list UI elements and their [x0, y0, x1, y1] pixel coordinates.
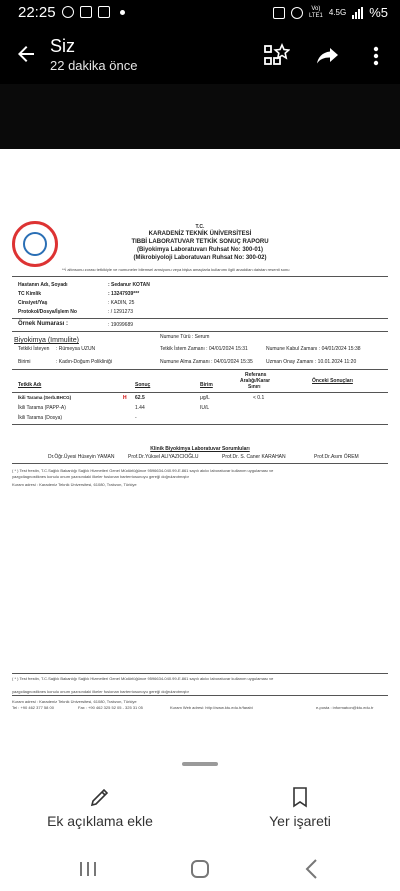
- col-ref-1: Referans: [245, 372, 267, 378]
- patient-label-protocol: Protokol/Dosya/İşlem No: [18, 309, 77, 315]
- patient-name: : Sedanur KOTAN: [108, 282, 150, 288]
- back-nav-button[interactable]: [297, 856, 327, 882]
- patient-label-name: Hastanın Adı, Soyadı: [18, 282, 68, 288]
- app-bar: [0, 28, 400, 84]
- footer-fax: Fax : +90 462 325 52 05 - 325 31 05: [78, 705, 143, 710]
- license-1: (Biyokimya Laboratuvarı Ruhsat No: 300-01): [136, 247, 264, 253]
- col-ref-3: Sınırı: [248, 384, 261, 390]
- draw-time: Numune Alma Zamanı : 04/01/2024 15:35: [160, 359, 253, 365]
- row-1-ref: < 0.1: [253, 395, 265, 401]
- footnote-1: ( * ) Test frestin, T.C.Sağlık Bakanlığı Sağlık Hizmetleri Genel Müdürlüğünce 9596634-040.99-E.861 sayılı akılcı laboratuvar kullanım uygulaması ve: [12, 468, 274, 473]
- back-arrow-icon: [14, 42, 38, 66]
- row-1-result: 62.5: [135, 395, 145, 401]
- chevron-left-icon: [297, 856, 327, 882]
- system-icons: [273, 5, 388, 20]
- alarm-icon: [273, 7, 285, 19]
- request-time: Tetkik İstem Zamanı : 04/01/2024 15:31: [160, 346, 248, 352]
- recents-icon: [73, 856, 103, 882]
- row-2-test: İkili Tarama (PAPP-A): [18, 405, 66, 411]
- report-tc: T.C.: [195, 224, 205, 230]
- responsible-1: Dr.Öğr.Üyesi Hüseyin YAMAN: [48, 454, 115, 460]
- footer-note-bottom-1: ( * ) Test frestin, T.C.Sağlık Bakanlığı Sağlık Hizmetleri Genel Müdürlüğünce 9596634-040.99-E.861 sayılı akılcı laboratuvar kullanım uygulaması ve: [12, 676, 274, 681]
- page-title: Siz: [50, 36, 76, 56]
- col-previous: Önceki Sonuçları: [312, 378, 353, 384]
- license-2: (Mikrobiyoloji Laboratuvarı Ruhsat No: 300-02): [133, 255, 267, 261]
- patient-label-tc: TC Kimlik: [18, 291, 42, 297]
- whatsapp-icon: [62, 6, 74, 18]
- system-nav-bar: [0, 848, 400, 891]
- bookmark-label: Yer işareti: [269, 813, 331, 829]
- university-name: KARADENİZ TEKNİK ÜNİVERSİTESİ: [148, 231, 252, 237]
- share-icon: [314, 42, 342, 70]
- notification-icons: [62, 6, 125, 18]
- requester-label: Tetkiki İsteyen: [18, 346, 50, 352]
- col-ref-2: Aralığı/Karar: [240, 378, 271, 384]
- row-1-flag: H: [123, 395, 127, 401]
- row-3-test: İkili Tarama (Dosya): [18, 415, 63, 421]
- sample-type: Numune Türü : Serum: [160, 334, 210, 340]
- report-title: TIBBİ LABORATUVAR TETKİK SONUÇ RAPORU: [131, 239, 269, 245]
- footer-note-bottom-2: yazgıdiagnostiknes konulu onum yazısındaki ilkeler fusionan barterriosunoyu gereği doğrulanıtmıştır: [12, 689, 189, 694]
- home-icon: [185, 856, 215, 882]
- patient-label-gender: Cinsiyet/Yaş: [18, 300, 48, 306]
- sample-number: : 19099689: [108, 322, 134, 328]
- more-options-button[interactable]: [362, 42, 390, 70]
- star-grid-button[interactable]: [262, 42, 290, 70]
- bookmark-icon: [288, 785, 312, 809]
- hotspot-icon: [291, 7, 303, 19]
- patient-tc: : 13247939***: [108, 291, 140, 297]
- network-bottom-label: LTE1: [308, 12, 323, 19]
- pencil-icon: [88, 785, 112, 809]
- patient-protocol: : / 1291273: [108, 309, 134, 315]
- back-button[interactable]: [14, 42, 40, 68]
- responsible-2: Prof.Dr.Yüksel ALIYAZICIOĞLU: [128, 454, 199, 460]
- row-1-unit: μg/L: [200, 395, 210, 401]
- page-subtitle: 22 dakika önce: [50, 58, 138, 73]
- network-top-label: Vo): [311, 5, 321, 12]
- row-2-unit: IU/L: [200, 405, 210, 411]
- footer-web: Kuram Web adresi: http://www.ktu.edu.tr/farabi: [170, 705, 253, 710]
- clock: 22:25: [18, 4, 56, 21]
- status-bar: [0, 0, 400, 28]
- responsible-3: Prof.Dr. S. Caner KARAHAN: [222, 454, 286, 460]
- approve-time: Uzman Onay Zamanı : 10.01.2024 11:20: [266, 359, 357, 365]
- unit-label: Birimi: [18, 359, 31, 365]
- section-title: Biyokimya (Immulite): [14, 337, 79, 344]
- col-result: Sonuç: [135, 382, 151, 388]
- receipt-time: Numune Kabul Zamanı : 04/01/2024 15:38: [266, 346, 361, 352]
- sample-label: Örnek Numarası :: [18, 321, 69, 327]
- requester-value: : Rümeysa UZUN: [56, 346, 96, 352]
- document-viewer[interactable]: [0, 84, 400, 755]
- sheet-drag-handle[interactable]: [182, 762, 218, 766]
- row-3-result: -: [135, 415, 137, 421]
- star-grid-icon: [262, 42, 290, 70]
- add-note-button[interactable]: [20, 779, 180, 839]
- home-button[interactable]: [185, 856, 215, 882]
- row-1-test: İkili Tarama (Serb.BHCG): [18, 395, 72, 400]
- more-vertical-icon: [362, 42, 390, 70]
- unit-value: : Kadın-Doğum Polikliniği: [56, 359, 112, 365]
- more-notifications-dot: [120, 10, 125, 15]
- footer-phone: Tel : +90 462 377 58 00: [12, 705, 54, 710]
- add-note-label: Ek açıklama ekle: [47, 813, 153, 829]
- notice-text: **İ altınsonu zorası tetkikiyle ve numuneler bilemsel arnsiyonu veya bişka amaçlarla kullanımı ilgili anaddian daistan resenti sonu: [62, 267, 290, 272]
- lab-report-page: [0, 149, 400, 791]
- bookmark-button[interactable]: [220, 779, 380, 839]
- responsibles-title: Klinik Biyokimya Laboratuvar Sorumluları: [150, 446, 250, 452]
- col-test: Tetkik Adı: [18, 382, 42, 388]
- gallery-icon: [80, 6, 92, 18]
- network-type: 4.5G: [328, 8, 347, 17]
- footer-email: e-posta : informatıon@ktu.edu.tr: [316, 705, 374, 710]
- recents-button[interactable]: [73, 856, 103, 882]
- footnote-2: yazgıdiagnostiknes konulu onum yazısındaki ilkeler fusionan barterriosunoyu gereği doğrulanıtmıştır: [12, 474, 189, 479]
- checklist-icon: [98, 6, 110, 18]
- patient-gender: : KADIN, 25: [108, 300, 135, 306]
- signal-icon: [352, 7, 363, 19]
- battery-percent: %5: [369, 5, 388, 20]
- address: Kuram adresi : Karadeniz Teknik Üniversitesi, 61080, Trabzon, Türkiye: [12, 482, 137, 487]
- share-button[interactable]: [314, 42, 342, 70]
- footer-address: Kuram adresi : Karadeniz Teknik Üniversitesi, 61080, Trabzon, Türkiye: [12, 699, 137, 704]
- row-2-result: 1.44: [135, 405, 145, 411]
- col-unit: Birim: [200, 382, 213, 388]
- responsible-4: Prof.Dr.Asım ÖREM: [314, 454, 359, 460]
